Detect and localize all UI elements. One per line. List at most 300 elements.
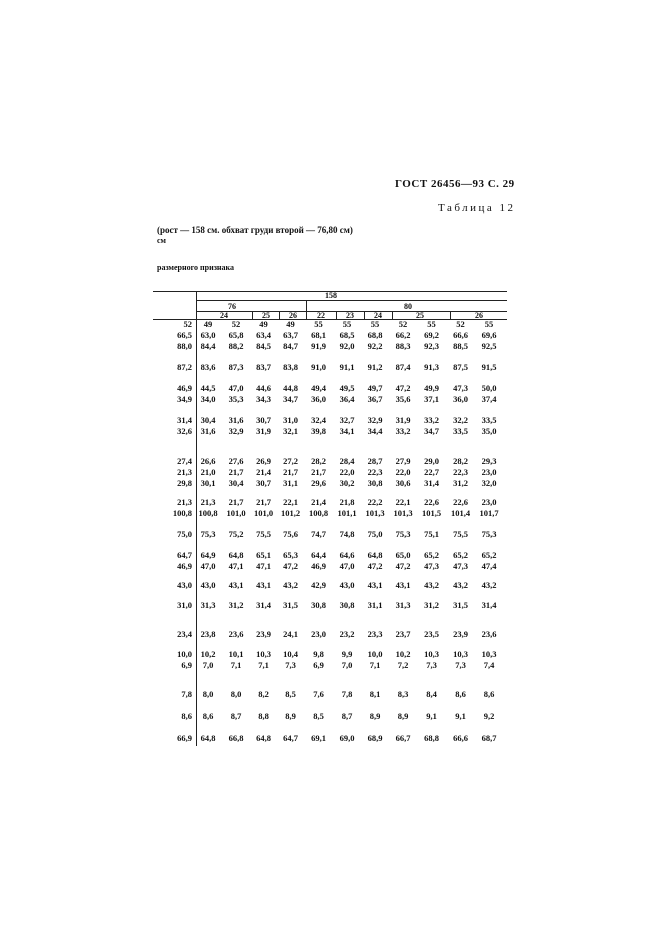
table-cell: 43,2 [453,580,468,590]
table-cell: 21,7 [228,497,244,507]
table-cell: 83,8 [283,362,298,372]
table-cell: 8,6 [455,689,466,699]
table-cell: 21,3 [177,497,192,507]
table-cell: 34,0 [200,394,216,404]
table-cell: 6,9 [181,660,192,670]
table-cell: 31,5 [453,600,468,610]
header-sub-a-25: 25 [262,311,270,320]
table-cell: 21,8 [339,497,355,507]
table-cell: 28,4 [339,456,355,466]
table-cell: 47,2 [367,561,383,571]
table-cell: 29,6 [311,478,326,488]
table-cell: 22,6 [424,497,439,507]
table-cell: 34,3 [256,394,271,404]
table-cell: 7,0 [202,660,214,670]
table-cell: 23,0 [481,467,497,477]
table-cell: 101,1 [337,508,357,518]
table-cell: 34,4 [367,426,383,436]
table-cell: 68,5 [339,330,355,340]
table-cell: 92,3 [424,341,439,351]
table-cell: 10,4 [283,649,298,659]
table-cell: 43,1 [228,580,244,590]
caption-unit: см [157,236,166,245]
table-cell: 31,0 [283,415,298,425]
table-cell: 92,5 [481,341,497,351]
table-cell: 21,3 [200,497,216,507]
table-cell: 29,3 [481,456,497,466]
table-cell: 101,4 [450,508,471,518]
table-cell: 8,0 [230,689,242,699]
table-cell: 68,8 [367,330,383,340]
measurement-table [164,319,503,744]
table-cell: 43,1 [256,580,271,590]
table-cell: 23,0 [311,629,326,639]
table-cell: 43,2 [283,580,298,590]
table-cell: 75,5 [453,529,468,539]
table-cell: 23,2 [339,629,355,639]
table-cell: 7,1 [369,660,381,670]
table-cell: 88,5 [453,341,468,351]
table-cell: 27,9 [395,456,411,466]
table-cell: 52 [398,319,408,329]
table-cell: 31,3 [200,600,216,610]
table-cell: 87,4 [395,362,411,372]
table-cell: 66,7 [395,733,411,743]
table-cell: 37,4 [481,394,497,404]
table-cell: 47,2 [395,383,411,393]
table-cell: 44,5 [200,383,216,393]
table-cell: 64,7 [283,733,298,743]
table-cell: 66,9 [177,733,192,743]
table-cell: 22,2 [367,497,383,507]
table-cell: 68,8 [424,733,439,743]
table-cell: 65,2 [424,550,439,560]
table-cell: 30,8 [367,478,383,488]
table-cell: 30,4 [228,478,244,488]
table-cell: 23,7 [395,629,411,639]
table-cell: 47,2 [395,561,411,571]
table-cell: 47,3 [453,383,468,393]
table-cell: 31,3 [395,600,411,610]
table-cell: 65,1 [256,550,271,560]
table-cell: 35,6 [395,394,411,404]
table-cell: 49 [259,319,268,329]
table-cell: 8,5 [313,711,324,721]
table-cell: 47,3 [424,561,439,571]
table-cell: 65,0 [395,550,411,560]
table-cell: 23,6 [481,629,497,639]
table-cell: 10,0 [367,649,383,659]
table-cell: 55 [427,319,436,329]
table-cell: 31,4 [424,478,439,488]
table-row [164,561,503,572]
table-cell: 23,8 [200,629,216,639]
table-cell: 28,7 [367,456,383,466]
table-cell: 55 [484,319,494,329]
caption-row-label: размерного признака [157,263,235,272]
table-row [164,540,503,561]
table-row [164,405,503,426]
table-cell: 22,1 [283,497,298,507]
table-cell: 88,0 [177,341,192,351]
table-cell: 49,9 [424,383,439,393]
table-cell: 30,4 [200,415,216,425]
table-cell: 8,1 [369,689,381,699]
table-cell: 101,5 [421,508,442,518]
header-sub-b-26: 26 [475,311,483,320]
table-cell: 91,5 [481,362,497,372]
table-cell: 23,9 [453,629,468,639]
table-cell: 91,1 [339,362,355,372]
table-cell: 23,3 [367,629,383,639]
table-row [164,489,503,508]
table-cell: 10,3 [424,649,439,659]
table-cell: 8,2 [258,689,269,699]
table-cell: 21,7 [283,467,298,477]
table-cell: 23,9 [256,629,271,639]
table-cell: 75,3 [395,529,411,539]
table-cell: 46,9 [311,561,326,571]
table-cell: 55 [342,319,352,329]
table-cell: 31,9 [256,426,271,436]
table-cell: 33,5 [481,415,497,425]
table-cell: 87,2 [177,362,192,372]
table-cell: 10,2 [395,649,411,659]
table-cell: 31,9 [395,415,411,425]
table-cell: 33,2 [395,426,411,436]
table-cell: 31,0 [177,600,192,610]
table-cell: 29,0 [424,456,439,466]
table-cell: 64,4 [311,550,326,560]
table-cell: 22,3 [453,467,468,477]
table-cell: 34,7 [424,426,439,436]
table-cell: 35,0 [481,426,497,436]
table-cell: 31,1 [367,600,383,610]
table-cell: 32,9 [367,415,383,425]
table-cell: 83,7 [256,362,271,372]
table-cell: 21,7 [311,467,326,477]
table-cell: 30,7 [256,415,271,425]
table-cell: 52 [456,319,465,329]
table-cell: 22,0 [339,467,355,477]
table-cell: 22,1 [395,497,411,507]
table-cell: 8,4 [426,689,437,699]
table-cell: 10,2 [200,649,216,659]
table-cell: 75,0 [367,529,383,539]
table-cell: 30,8 [339,600,355,610]
table-cell: 43,1 [395,580,411,590]
table-cell: 69,1 [311,733,326,743]
table-cell: 7,8 [341,689,353,699]
table-cell: 64,8 [256,733,271,743]
table-cell: 65,2 [453,550,468,560]
table-cell: 8,9 [397,711,409,721]
table-cell: 101,2 [280,508,301,518]
table-cell: 49,5 [339,383,355,393]
table-cell: 101,7 [479,508,499,518]
table-cell: 34,7 [283,394,298,404]
table-cell: 34,1 [339,426,355,436]
table-cell: 34,9 [177,394,192,404]
table-caption: (рост — 158 см. обхват груди второй — 76,80 см) [157,225,353,235]
table-cell: 47,1 [228,561,244,571]
table-row [164,426,503,437]
table-cell: 75,2 [228,529,244,539]
table-cell: 49,4 [311,383,326,393]
table-cell: 8,8 [258,711,269,721]
table-cell: 10,1 [228,649,244,659]
table-cell: 35,3 [228,394,244,404]
table-row [164,341,503,352]
table-cell: 10,0 [177,649,192,659]
table-cell: 91,2 [367,362,383,372]
table-rule-height [196,300,507,301]
table-cell: 49 [203,319,213,329]
table-cell: 10,3 [453,649,468,659]
table-cell: 52 [183,319,192,329]
table-cell: 63,4 [256,330,271,340]
table-title: Таблица 12 [438,202,516,214]
table-cell: 75,1 [424,529,439,539]
table-cell: 63,7 [283,330,298,340]
table-cell: 84,7 [283,341,298,351]
table-cell: 55 [314,319,323,329]
table-cell: 92,0 [339,341,355,351]
table-cell: 36,0 [311,394,326,404]
header-height-value: 158 [325,291,337,300]
table-cell: 75,3 [481,529,497,539]
table-cell: 65,8 [228,330,244,340]
table-cell: 64,8 [228,550,244,560]
table-cell: 64,8 [367,550,383,560]
table-cell: 22,0 [395,467,411,477]
table-cell: 47,0 [339,561,355,571]
table-row [164,319,503,330]
table-cell: 28,2 [453,456,468,466]
table-cell: 7,6 [313,689,324,699]
table-cell: 65,2 [481,550,497,560]
standard-header: ГОСТ 26456—93 С. 29 [395,178,515,190]
table-cell: 43,0 [200,580,216,590]
table-row [164,660,503,671]
table-cell: 47,3 [453,561,468,571]
table-cell: 21,4 [311,497,326,507]
table-row [164,478,503,489]
table-cell: 9,1 [426,711,437,721]
table-row [164,394,503,405]
table-cell: 44,8 [283,383,298,393]
table-cell: 10,3 [256,649,271,659]
table-cell: 64,8 [200,733,216,743]
table-cell: 7,3 [285,660,296,670]
table-cell: 32,1 [283,426,298,436]
table-cell: 32,9 [228,426,244,436]
table-cell: 43,1 [367,580,383,590]
table-row [164,508,503,519]
table-cell: 101,0 [253,508,274,518]
table-cell: 21,7 [228,467,244,477]
table-cell: 69,2 [424,330,439,340]
table-cell: 32,2 [453,415,468,425]
table-cell: 26,6 [200,456,216,466]
table-cell: 64,9 [200,550,216,560]
table-cell: 84,5 [256,341,271,351]
table-cell: 46,9 [177,561,192,571]
table-cell: 68,7 [481,733,497,743]
table-cell: 31,6 [228,415,244,425]
table-row [164,611,503,640]
table-cell: 75,3 [200,529,216,539]
table-cell: 33,5 [453,426,468,436]
table-cell: 66,6 [453,330,468,340]
table-cell: 8,3 [397,689,409,699]
table-cell: 30,8 [311,600,326,610]
table-cell: 31,4 [481,600,497,610]
table-cell: 23,0 [481,497,497,507]
table-cell: 47,2 [283,561,298,571]
table-cell: 7,3 [455,660,466,670]
table-cell: 87,5 [453,362,468,372]
table-cell: 22,3 [367,467,383,477]
table-cell: 42,9 [311,580,326,590]
table-cell: 8,6 [181,711,192,721]
table-cell: 69,6 [481,330,497,340]
table-cell: 63,0 [200,330,216,340]
table-cell: 10,3 [481,649,497,659]
table-cell: 87,3 [228,362,244,372]
table-cell: 8,7 [341,711,353,721]
table-cell: 7,1 [230,660,242,670]
table-cell: 100,8 [172,508,192,518]
table-cell: 43,2 [424,580,439,590]
table-cell: 46,9 [177,383,192,393]
table-cell: 88,2 [228,341,244,351]
table-row [164,591,503,611]
table-cell: 84,4 [200,341,216,351]
table-cell: 32,7 [339,415,355,425]
table-cell: 36,4 [339,394,355,404]
table-cell: 7,8 [181,689,192,699]
table-cell: 47,4 [481,561,497,571]
table-cell: 8,0 [202,689,214,699]
table-cell: 33,2 [424,415,439,425]
header-sub-b-24: 24 [374,311,382,320]
table-row [164,671,503,700]
table-cell: 74,8 [339,529,355,539]
table-row [164,519,503,540]
table-cell: 68,9 [367,733,383,743]
header-chest-80: 80 [404,302,412,311]
table-cell: 47,0 [228,383,244,393]
table-cell: 24,1 [283,629,298,639]
table-cell: 6,9 [313,660,324,670]
table-cell: 7,3 [426,660,437,670]
table-cell: 22,6 [453,497,468,507]
table-row [164,437,503,467]
table-cell: 8,7 [230,711,242,721]
table-cell: 32,6 [177,426,192,436]
table-cell: 36,0 [453,394,468,404]
table-cell: 83,6 [200,362,216,372]
table-row [164,467,503,478]
table-cell: 28,2 [311,456,326,466]
table-cell: 30,1 [200,478,216,488]
table-cell: 37,1 [424,394,439,404]
table-cell: 27,2 [283,456,298,466]
table-cell: 91,9 [311,341,326,351]
table-cell: 8,6 [202,711,214,721]
table-cell: 43,0 [339,580,355,590]
table-cell: 50,0 [481,383,497,393]
table-cell: 43,2 [481,580,497,590]
table-row [164,330,503,341]
table-cell: 75,0 [177,529,192,539]
table-cell: 100,8 [308,508,329,518]
table-cell: 69,0 [339,733,355,743]
table-cell: 36,7 [367,394,383,404]
table-cell: 66,2 [395,330,411,340]
header-divider-chest [306,300,307,319]
table-cell: 31,4 [177,415,192,425]
table-cell: 68,1 [311,330,326,340]
table-row [164,352,503,373]
table-cell: 64,6 [339,550,355,560]
table-cell: 23,4 [177,629,192,639]
header-sub-a-26: 26 [289,311,297,320]
table-cell: 9,1 [455,711,466,721]
table-cell: 49,7 [367,383,383,393]
table-cell: 32,4 [311,415,326,425]
table-cell: 7,2 [397,660,409,670]
table-cell: 27,4 [177,456,192,466]
table-row [164,722,503,744]
table-cell: 26,9 [256,456,271,466]
table-cell: 47,0 [200,561,216,571]
table-cell: 21,7 [256,497,271,507]
table-cell: 23,5 [424,629,439,639]
table-cell: 31,2 [228,600,244,610]
table-cell: 21,3 [177,467,192,477]
table-row [164,640,503,660]
table-cell: 101,3 [393,508,413,518]
table-row [164,373,503,394]
table-cell: 55 [370,319,380,329]
table-cell: 7,4 [483,660,495,670]
table-cell: 100,8 [198,508,218,518]
table-cell: 31,5 [283,600,298,610]
table-cell: 9,9 [341,649,353,659]
table-cell: 74,7 [311,529,326,539]
table-cell: 31,6 [200,426,216,436]
table-cell: 75,5 [256,529,271,539]
table-cell: 29,8 [177,478,192,488]
table-cell: 64,7 [177,550,192,560]
header-sub-a-24: 24 [220,311,228,320]
table-cell: 21,4 [256,467,271,477]
table-cell: 66,8 [228,733,244,743]
table-cell: 75,6 [283,529,298,539]
table-cell: 30,2 [339,478,355,488]
table-cell: 8,9 [369,711,381,721]
table-cell: 91,3 [424,362,439,372]
table-cell: 7,1 [258,660,269,670]
table-cell: 22,7 [424,467,439,477]
table-cell: 32,0 [481,478,497,488]
table-cell: 8,9 [285,711,296,721]
table-cell: 91,0 [311,362,326,372]
table-cell: 31,1 [283,478,298,488]
table-cell: 23,6 [228,629,244,639]
